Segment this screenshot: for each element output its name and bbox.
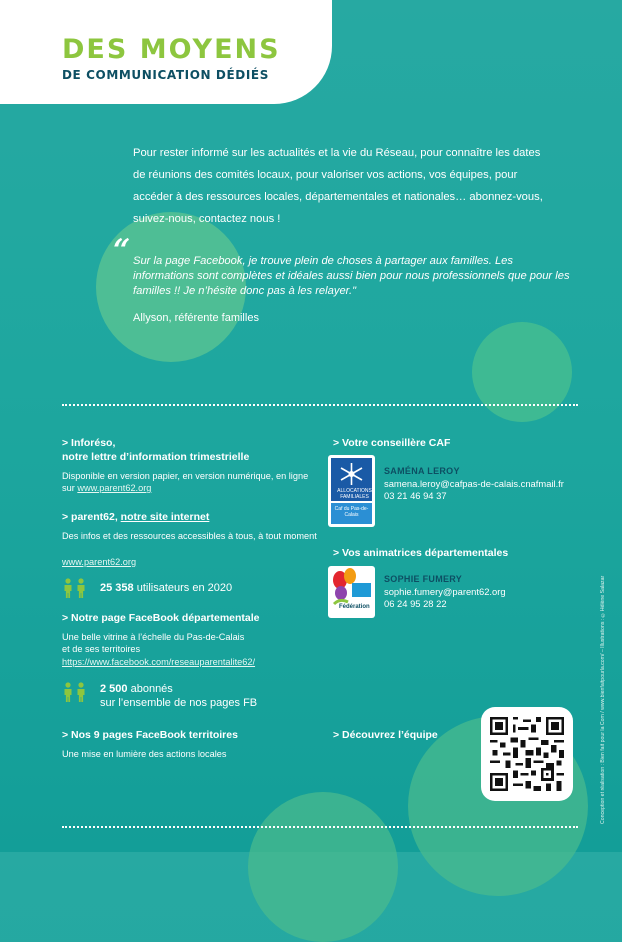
site-stat-text: utilisateurs en 2020 bbox=[136, 582, 233, 594]
facebook-dept-link[interactable]: https://www.facebook.com/reseauparentalite62/ bbox=[62, 657, 256, 667]
inforeso-desc-text: Disponible en version papier, en version numérique, en ligne sur bbox=[62, 471, 309, 493]
people-icon bbox=[62, 682, 88, 702]
dotted-divider bbox=[62, 826, 578, 828]
caf-logo-text2: Caf du Pas-de-Calais bbox=[334, 506, 369, 518]
inforeso-description bbox=[62, 470, 322, 494]
animatrice-contact-email[interactable]: sophie.fumery@parent62.org bbox=[384, 586, 506, 597]
caf-contact-name: SAMÉNA LEROY bbox=[384, 466, 460, 476]
facebook-dept-heading: > Notre page FaceBook départementale bbox=[62, 612, 260, 624]
equipe-heading: > Découvrez l’équipe bbox=[333, 729, 438, 741]
animatrices-heading: > Vos animatrices départementales bbox=[333, 547, 509, 559]
facebook-stat-number: 2 500 bbox=[100, 683, 128, 695]
inforeso-heading bbox=[62, 436, 249, 464]
intro-paragraph: Pour rester informé sur les actualités et la vie du Réseau, pour connaître les dates de réunions des comités locaux, pour valoriser vos actions, vos équipes, pour accéder à des ressources locales, départementales et nationales… abonnez-vous, suivez-nous, contactez nous ! bbox=[133, 147, 543, 225]
caf-logo-text1: ALLOCATIONS FAMILIALES bbox=[337, 488, 372, 500]
site-stat-number: 25 358 bbox=[100, 582, 134, 594]
decorative-circle bbox=[248, 792, 398, 942]
caf-logo-band bbox=[331, 503, 372, 524]
qr-code-icon bbox=[490, 717, 564, 791]
dotted-divider bbox=[62, 404, 578, 406]
inforeso-heading-line1: > Inforéso, bbox=[62, 437, 116, 449]
facebook-dept-desc1: Une belle vitrine à l’échelle du Pas-de-Calais bbox=[62, 632, 245, 642]
federation-logo bbox=[328, 566, 375, 618]
animatrice-contact-name: SOPHIE FUMERY bbox=[384, 574, 463, 584]
facebook-territoires-desc: Une mise en lumière des actions locales bbox=[62, 749, 227, 759]
facebook-dept-desc2: et de ses territoires bbox=[62, 644, 141, 654]
page-title: DES MOYENS bbox=[62, 34, 281, 65]
federation-logo-text: Fédération bbox=[339, 604, 370, 610]
caf-logo bbox=[328, 455, 375, 527]
quote-mark-icon: “ bbox=[113, 233, 131, 268]
inforeso-heading-line2: notre lettre d’information trimestrielle bbox=[62, 451, 250, 463]
federation-emblem-icon bbox=[328, 566, 375, 618]
site-heading-prefix: > parent62, bbox=[62, 511, 118, 523]
page-subtitle: DE COMMUNICATION DÉDIÉS bbox=[62, 68, 269, 82]
facebook-stat bbox=[100, 682, 257, 710]
testimonial-author: Allyson, référente familles bbox=[133, 312, 259, 324]
facebook-stat-text2: sur l’ensemble de nos pages FB bbox=[100, 697, 258, 709]
site-description: Des infos et des ressources accessibles à tous, à tout moment bbox=[62, 531, 317, 541]
people-icon bbox=[62, 578, 88, 598]
site-heading bbox=[62, 510, 209, 524]
testimonial-quote: Sur la page Facebook, je trouve plein de choses à partager aux familles. Les informations sont complètes et idéales aussi bien pour nous professionnels que pour les familles !! Je n’hésite donc pas à les relayer." bbox=[133, 255, 570, 297]
caf-logo-emblem bbox=[331, 458, 372, 501]
decorative-circle bbox=[472, 322, 572, 422]
site-link[interactable]: www.parent62.org bbox=[62, 557, 137, 567]
credits-text: Conception et réalisation : Bien fait pour la Com / www.bienfaitpourla.com/ – Illustrations : ©Hélène Salazar bbox=[600, 575, 606, 824]
site-heading-rest: notre site internet bbox=[120, 511, 210, 523]
caf-heading: > Votre conseillère CAF bbox=[333, 437, 451, 449]
facebook-territoires-heading: > Nos 9 pages FaceBook territoires bbox=[62, 729, 238, 741]
qr-code[interactable] bbox=[481, 707, 573, 801]
page-header bbox=[0, 0, 332, 104]
inforeso-link[interactable]: www.parent62.org bbox=[77, 483, 152, 493]
caf-contact-phone: 03 21 46 94 37 bbox=[384, 490, 447, 501]
facebook-stat-text1: abonnés bbox=[130, 683, 173, 695]
caf-contact-email[interactable]: samena.leroy@cafpas-de-calais.cnafmail.fr bbox=[384, 478, 564, 489]
animatrice-contact-phone: 06 24 95 28 22 bbox=[384, 598, 447, 609]
site-stat bbox=[100, 581, 232, 595]
